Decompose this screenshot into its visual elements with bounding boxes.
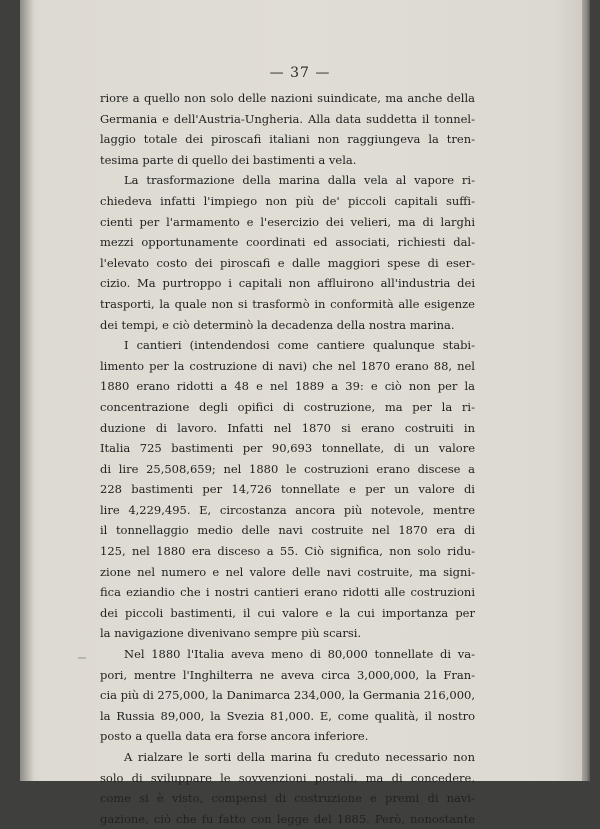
text-line: la Russia 89,000, la Svezia 81,000. E, come qualità, il nostro	[100, 708, 475, 723]
text-line: mezzi opportunamente coordinati ed associati, richiesti dal-	[100, 235, 475, 250]
body-text	[100, 88, 475, 829]
text-line: tesima parte di quello dei bastimenti a vela.	[100, 152, 357, 167]
text-line: gazione, ciò che fu fatto con legge del 1885. Però, nonostante	[100, 811, 475, 826]
text-line: 125, nel 1880 era disceso a 55. Ciò significa, non solo ridu-	[100, 544, 475, 559]
text-line: La trasformazione della marina dalla vela al vapore ri-	[124, 173, 475, 188]
text-line: fica eziandio che i nostri cantieri erano ridotti alle costruzioni	[100, 585, 475, 600]
text-line: Germania e dell'Austria-Ungheria. Alla data suddetta il tonnel-	[100, 111, 475, 126]
paragraph	[100, 88, 475, 170]
gutter-shadow	[20, 0, 34, 781]
text-line: concentrazione degli opifici di costruzione, ma per la ri-	[100, 399, 475, 414]
text-line: 1880 erano ridotti a 48 e nel 1889 a 39: e ciò non per la	[100, 379, 475, 394]
text-line: cia più di 275,000, la Danimarca 234,000, la Germania 216,000,	[100, 688, 475, 703]
text-line: solo di sviluppare le sovvenzioni postali, ma di concedere,	[100, 770, 475, 785]
text-line: l'elevato costo dei piroscafi e dalle maggiori spese di eser-	[100, 255, 475, 270]
text-line: posto a quella data era forse ancora inferiore.	[100, 729, 369, 744]
text-line: la navigazione divenivano sempre più scarsi.	[100, 626, 362, 641]
text-line: come si è visto, compensi di costruzione e premi di navi-	[100, 791, 475, 806]
text-line: chiedeva infatti l'impiego non più de' piccoli capitali suffi-	[100, 193, 475, 208]
text-line: riore a quello non solo delle nazioni suindicate, ma anche della	[100, 91, 475, 105]
paragraph	[100, 170, 475, 335]
page-edge	[582, 0, 590, 781]
text-line: I cantieri (intendendosi come cantiere qualunque stabi-	[124, 338, 475, 353]
paragraph	[100, 335, 475, 644]
text-line: Nel 1880 l'Italia aveva meno di 80,000 tonnellate di va-	[124, 647, 475, 662]
paragraph	[100, 644, 475, 747]
text-line: duzione di lavoro. Infatti nel 1870 si erano costruiti in	[100, 420, 475, 435]
text-line: Italia 725 bastimenti per 90,693 tonnellate, di un valore	[100, 441, 475, 456]
text-line: il tonnellaggio medio delle navi costruite nel 1870 era di	[100, 523, 475, 538]
paragraph	[100, 747, 475, 829]
text-line: trasporti, la quale non si trasformò in conformità alle esigenze	[100, 296, 475, 311]
text-line: A rialzare le sorti della marina fu creduto necessario non	[124, 750, 475, 764]
text-line: cienti per l'armamento e l'esercizio dei velieri, ma di larghi	[100, 214, 475, 229]
text-line: 228 bastimenti per 14,726 tonnellate e per un valore di	[100, 482, 475, 497]
text-line: laggio totale dei piroscafi italiani non raggiungeva la tren-	[100, 132, 475, 147]
text-line: dei tempi, e ciò determinò la decadenza della nostra marina.	[100, 317, 455, 332]
text-line: limento per la costruzione di navi) che nel 1870 erano 88, nel	[100, 358, 475, 373]
margin-mark	[78, 657, 86, 659]
text-line: di lire 25,508,659; nel 1880 le costruzioni erano discese a	[100, 461, 475, 476]
text-line: cizio. Ma purtroppo i capitali non affluirono all'industria dei	[100, 276, 475, 291]
text-line: zione nel numero e nel valore delle navi costruite, ma signi-	[100, 564, 475, 579]
text-line: dei piccoli bastimenti, il cui valore e la cui importanza per	[100, 605, 475, 620]
page-number: — 37 —	[269, 65, 331, 81]
text-line: lire 4,229,495. E, circostanza ancora più notevole, mentre	[100, 502, 475, 517]
text-line: pori, mentre l'Inghilterra ne aveva circa 3,000,000, la Fran-	[100, 667, 475, 682]
